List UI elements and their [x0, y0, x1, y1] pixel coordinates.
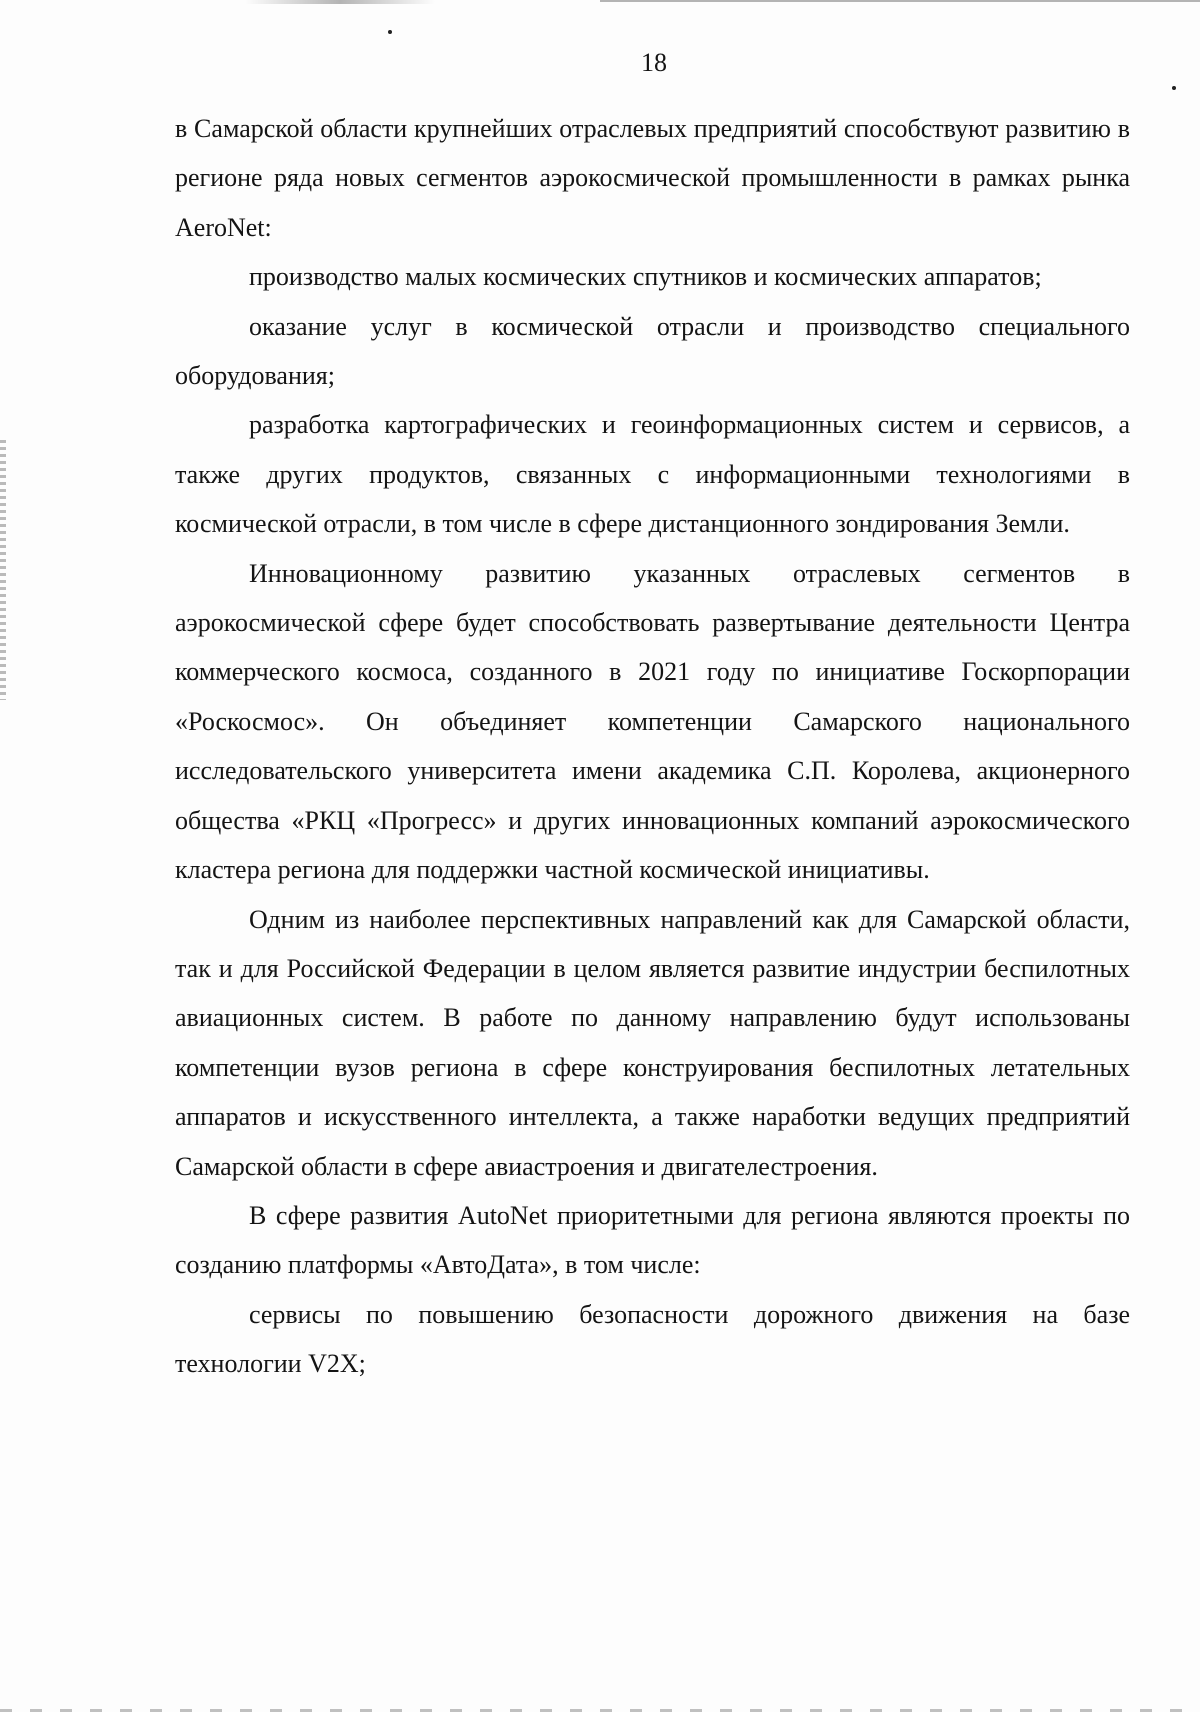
document-body [175, 104, 1130, 1389]
paragraph: разработка картографических и геоинформационных систем и сервисов, а также других продуктов, связанных с информационными технологиями в космической отрасли, в том числе в сфере дистанционного зондирования Земли. [175, 410, 1130, 539]
paragraph: производство малых космических спутников и космических аппаратов; [249, 262, 1042, 292]
paragraph: В сфере развития AutoNet приоритетными для региона являются проекты по созданию платформы «АвтоДата», в том числе: [175, 1200, 1130, 1280]
scan-artifact-left-edge [0, 440, 6, 700]
scan-speck [388, 30, 392, 34]
paragraph: Одним из наиболее перспективных направлений как для Самарской области, так и для Российской Федерации в целом является развитие индустрии беспилотных авиационных систем. В работе по данному направлению будут использованы компетенции вузов региона в сфере конструирования беспилотных летательных аппаратов и искусственного интеллекта, а также наработки ведущих предприятий Самарской области в сфере авиастроения и двигателестроения. [175, 904, 1130, 1181]
paragraph: сервисы по повышению безопасности дорожного движения на базе технологии V2X; [175, 1299, 1130, 1379]
scan-artifact-top-line [600, 0, 1200, 2]
scan-artifact-top [245, 0, 435, 4]
scan-speck [1172, 86, 1176, 90]
paragraph: оказание услуг в космической отрасли и производство специального оборудования; [175, 311, 1130, 391]
paragraph: Инновационному развитию указанных отраслевых сегментов в аэрокосмической сфере будет способствовать развертывание деятельности Центра коммерческого космоса, созданного в 2021 году по инициативе Госкорпорации «Роскосмос». Он объединяет компетенции Самарского национального исследовательского университета имени академика С.П. Королева, акционерного общества «РКЦ «Прогресс» и других инновационных компаний аэрокосмического кластера региона для поддержки частной космической инициативы. [175, 558, 1130, 885]
paragraph: в Самарской области крупнейших отраслевых предприятий способствуют развитию в регионе ряда новых сегментов аэрокосмической промышленности в рамках рынка AeroNet: [175, 114, 1130, 242]
page-number: 18 [641, 48, 667, 77]
